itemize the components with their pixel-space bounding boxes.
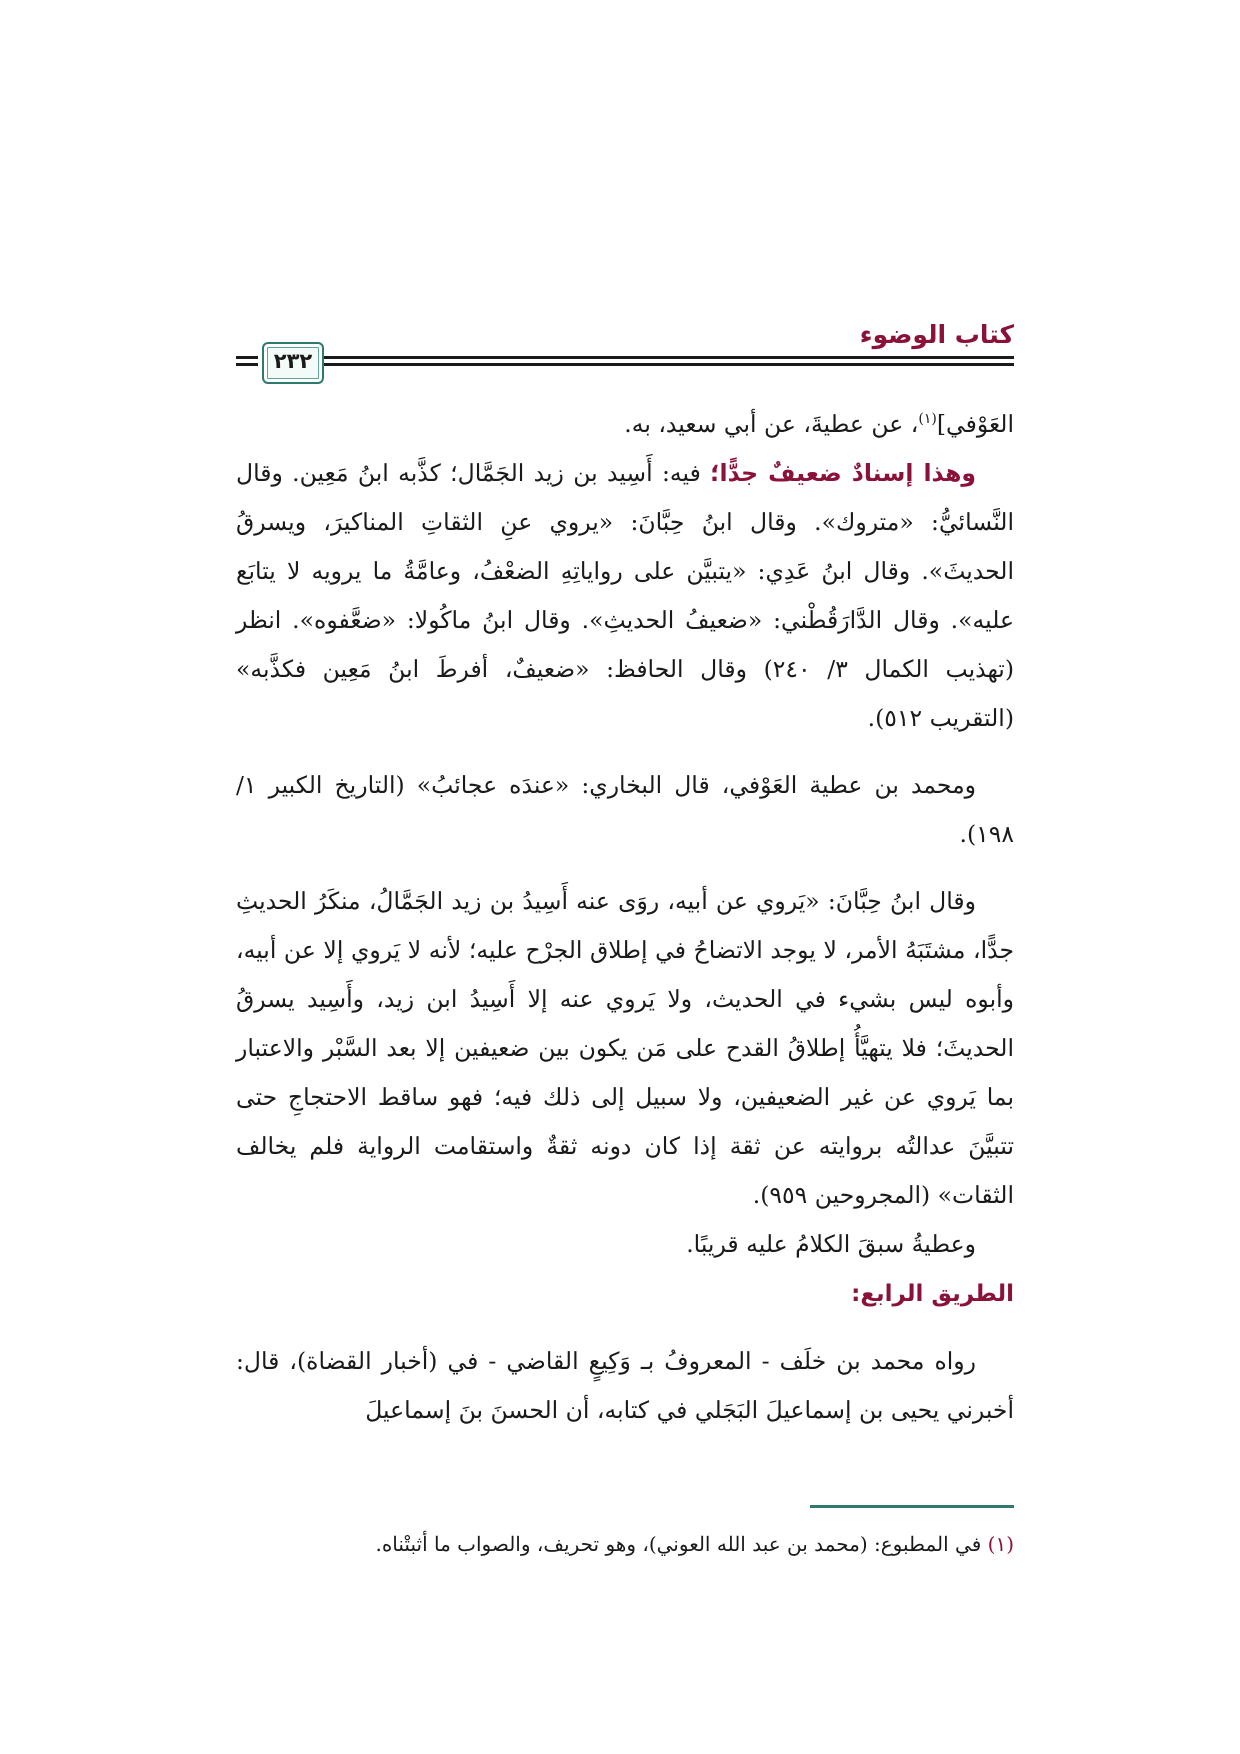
paragraph-1-start: العَوْفي] [936, 410, 1014, 438]
header-rule-left-upper [236, 356, 258, 359]
main-text [236, 400, 1014, 1435]
section-heading: الطريق الرابع: [851, 1281, 1014, 1307]
spacer [236, 859, 1014, 877]
spacer [236, 1319, 1014, 1337]
header-rule-left-lower [236, 363, 258, 366]
paragraph-2 [236, 449, 1014, 743]
isnad-verdict: وهذا إسنادٌ ضعيفٌ جدًّا؛ [710, 459, 976, 487]
paragraph-4: وقال ابنُ حِبَّانَ: «يَروي عن أبيه، روَى عنه أَسِيدُ بن زيد الجَمَّالُ، منكَرُ الحديثِ جدًّا، مشتَبَهُ الأمر، لا يوجد الاتضاحُ في إطلاق الجرْح عليه؛ لأنه لا يَروي إلا عن أبيه، وأبوه ليس بشيء في الحديث، ولا يَروي عنه إلا أَسِيدُ ابن زيد، وأَسِيد يسرقُ الحديثَ؛ فلا يتهيَّأُ إطلاقُ القدح على مَن يكون بين ضعيفين إلا بعد السَّبْر والاعتبار بما يَروي عن غير الضعيفين، ولا سبيل إلى ذلك فيه؛ فهو ساقط الاحتجاجِ حتى تتبيَّنَ عدالتُه بروايته عن ثقة إذا كان دونه ثقةٌ واستقامت الرواية فلم يخالف الثقات» (المجروحين ٩٥٩). [236, 887, 1014, 1209]
footnote-separator [810, 1505, 1014, 1508]
paragraph-6: رواه محمد بن خلَف - المعروفُ بـ وَكِيعٍ القاضي - في (أخبار القضاة)، قال: أخبرني يحيى بن إسماعيلَ البَجَلي في كتابه، أن الحسنَ بنَ إسماعيلَ [236, 1347, 1014, 1424]
paragraph-5: وعطيةُ سبقَ الكلامُ عليه قريبًا. [686, 1230, 976, 1258]
paragraph-1-end: ، عن عطيةَ، عن أبي سعيد، به. [624, 410, 919, 438]
spacer [236, 743, 1014, 761]
footnote [236, 1527, 1014, 1561]
page-header [236, 318, 1014, 398]
paragraph-2-text: فيه: أَسِيد بن زيد الجَمَّال؛ كذَّبه ابنُ مَعِين. وقال النَّسائيُّ: «متروك». وقال ابنُ حِبَّانَ: «يروي عنِ الثقاتِ المناكيرَ، ويسرقُ الحديثَ». وقال ابنُ عَدِي: «يتبيَّن على رواياتِهِ الضعْفُ، وعامَّةُ ما يرويه لا يتابَع عليه». وقال الدَّارَقُطْني: «ضعيفُ الحديثِ». وقال ابنُ ماكُولا: «ضعَّفوه». انظر (تهذيب الكمال ٣/ ٢٤٠) وقال الحافظ: «ضعيفٌ، أفرطَ ابنُ مَعِين فكذَّبه» (التقريب ٥١٢). [236, 459, 1015, 732]
section-heading-wrap [236, 1269, 1014, 1319]
page-number: ٢٣٢ [273, 349, 313, 373]
header-rule-lower [324, 363, 1014, 366]
paragraph-1 [236, 400, 1014, 449]
paragraph-3: ومحمد بن عطية العَوْفي، قال البخاري: «عندَه عجائبُ» (التاريخ الكبير ١/ ١٩٨). [236, 771, 1014, 848]
page-number-frame [262, 342, 324, 384]
footnote-text: في المطبوع: (محمد بن عبد الله العوني)، وهو تحريف، والصواب ما أثبتْناه. [375, 1532, 988, 1556]
book-title: كتاب الوضوء [859, 320, 1014, 349]
footnote-marker: (١) [918, 411, 937, 428]
header-rule-upper [324, 356, 1014, 359]
footnote-number: (١) [987, 1532, 1014, 1556]
